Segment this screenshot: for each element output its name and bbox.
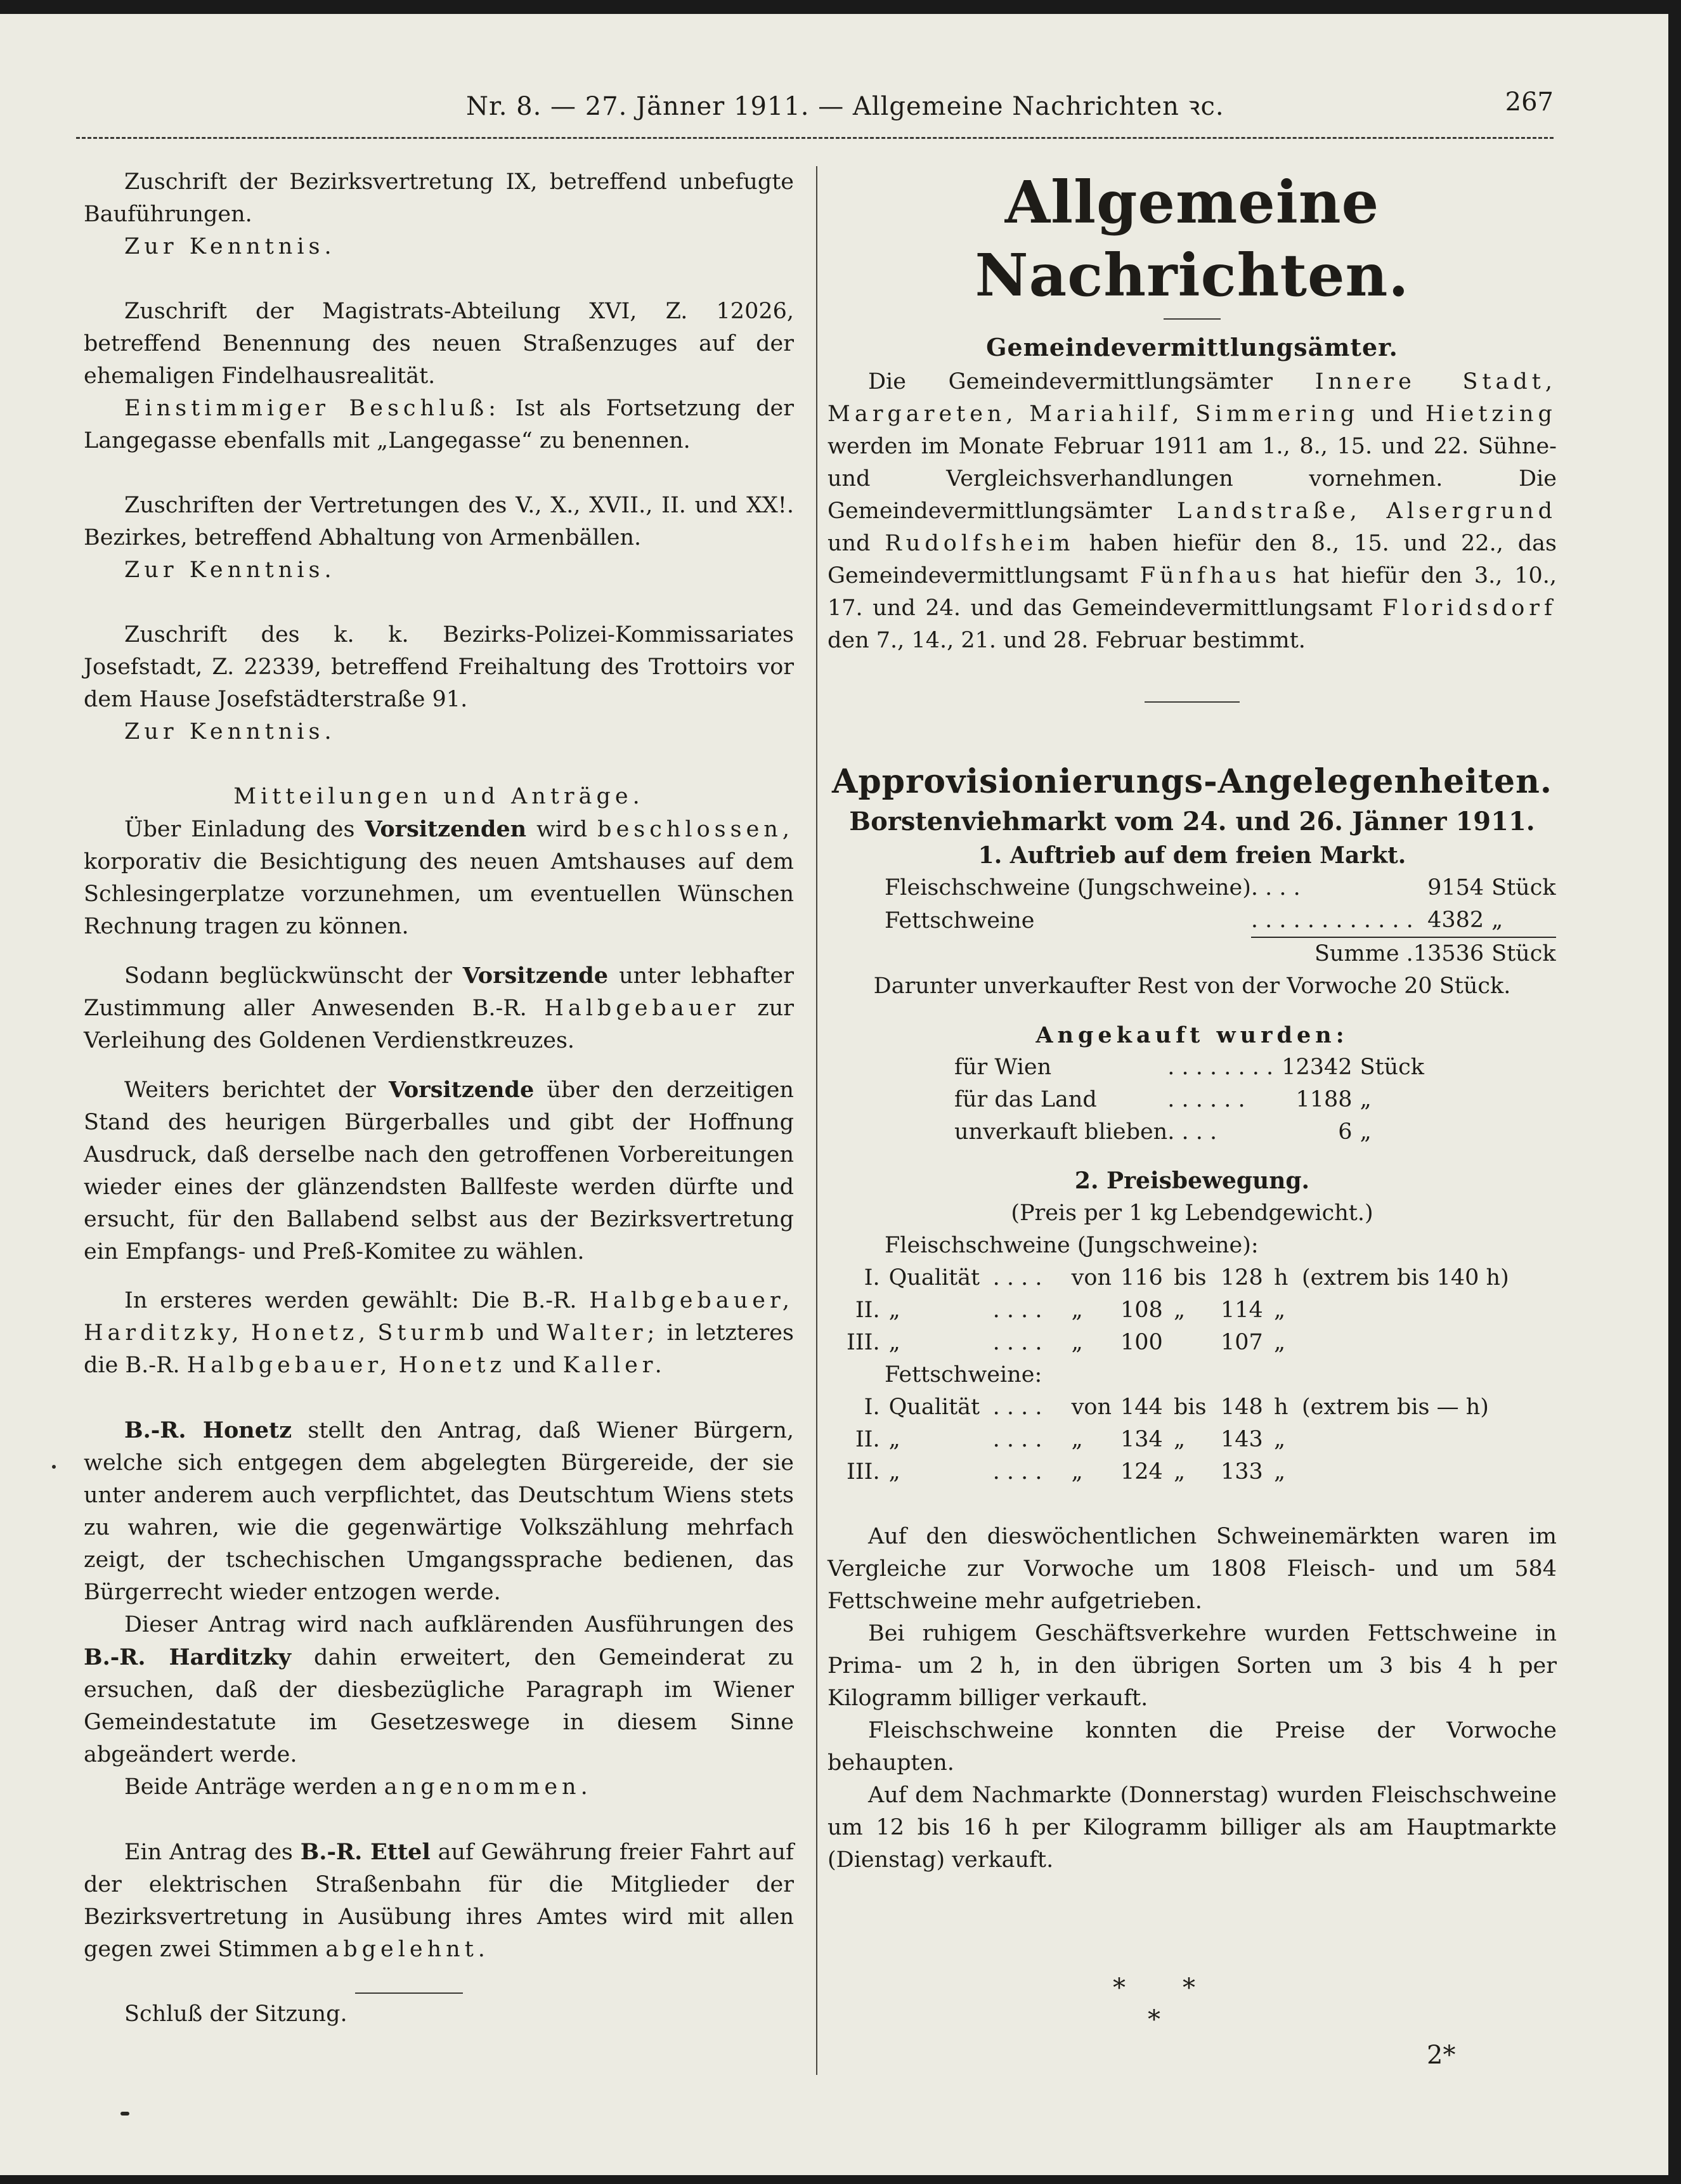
item-text: Zuschrift der Bezirksvertretung IX, betreffend unbefugte Bauführungen. [84,169,794,227]
section-heading: Mitteilungen und Anträge. [233,784,644,809]
scan-border-bottom [0,2175,1681,2184]
price-group-label: Fleischschweine (Jungschweine): [885,1233,1259,1258]
price-group-label: Fettschweine: [885,1362,1042,1388]
angekauft-table [954,1051,1424,1148]
table-row: I. Qualität . . . . von 144 bis 148 h (extrem bis — h) [864,1394,1489,1420]
right-column [828,166,1557,1876]
table-row: III. „ . . . . „ 124 „ 133 „ [847,1459,1286,1485]
signature-mark: 2* [1427,2041,1456,2070]
title-rule [1164,318,1221,320]
table-row: III. „ . . . . „ 100 107 „ [847,1330,1286,1355]
item-decision: Zur Kenntnis. [124,719,336,744]
price-table-fett [847,1391,1498,1488]
column-divider [816,166,817,2075]
item-text: Zuschrift der Magistrats-Abteilung XVI, Z. 12026, betreffend Benennung des neuen Straßenzuges auf der ehemaligen Findelhausrealität. [84,299,794,389]
table-row: Summe . 13536 Stück [885,937,1556,970]
asterism [828,1973,1557,2043]
asterisk: * [1148,2005,1160,2034]
price-table-fleisch [847,1262,1518,1359]
paragraph: Sodann beglückwünscht der Vorsitzende unter lebhafter Zustimmung aller Anwesenden B.-R. Halbgebauer zur Verleihung des Goldenen Verdienstkreuzes. [84,963,794,1053]
item-text: Zuschrift des k. k. Bezirks-Polizei-Kommissariates Josefstadt, Z. 22339, betreffend Freihaltung des Trottoirs vor dem Hause Josefstädterstraße 91. [84,622,794,712]
market-heading: Borstenviehmarkt vom 24. und 26. Jänner 1911. [849,807,1535,836]
paragraph: Über Einladung des Vorsitzenden wird beschlossen, korporativ die Besichtigung des neuen Amtshauses auf dem Schlesingerplatze vorzunehmen, um eventuellen Wünschen Rechnung tragen zu können. [84,816,794,939]
auftrieb-table [885,872,1556,970]
table-row: für das Land . . . . . . 1188 „ [954,1087,1372,1112]
paragraph: Weiters berichtet der Vorsitzende über den derzeitigen Stand des heurigen Bürgerballes und gibt der Hoffnung Ausdruck, daß derselbe nach den getroffenen Vorbereitungen wieder eines der glänzendsten Ballfeste werden dürfte und ersucht, für den Ballabend selbst aus der Bezirksvertretung ein Empfangs- und Preß-Komitee zu wählen. [84,1077,794,1264]
subsection-heading: 2. Preisbewegung. [1074,1167,1310,1194]
paragraph: Fleischschweine konnten die Preise der Vorwoche behaupten. [828,1718,1557,1776]
subheading: (Preis per 1 kg Lebendgewicht.) [1011,1200,1373,1226]
header-text: Nr. 8. — 27. Jänner 1911. — Allgemeine Nachrichten ꝛc. [466,92,1224,121]
asterisk: * [1113,1973,1126,2003]
item-text: Zuschriften der Vertretungen des V., X., XVII., II. und XX!. Bezirkes, betreffend Abhaltung von Armenbällen. [84,493,794,550]
rest-line: Darunter unverkaufter Rest von der Vorwoche 20 Stück. [873,973,1511,999]
paragraph: Die Gemeindevermittlungsämter Innere Stadt, Margareten, Mariahilf, Simmering und Hietzing werden im Monate Februar 1911 am 1., 8., 15. und 22. Sühne- und Vergleichsverhandlungen vornehmen. Die Gemeindevermittlungsämter Landstraße, Alsergrund und Rudolfsheim haben hiefür den 8., 15. und 22., das Gemeindevermittlungsamt Fünfhaus hat hiefür den 3., 10., 17. und 24. und das Gemeindevermittlungsamt Floridsdorf den 7., 14., 21. und 28. Februar bestimmt. [828,369,1557,653]
scan-border-right [1668,0,1681,2184]
left-column [84,166,794,2031]
table-row: für Wien . . . . . . . . 12342 Stück [954,1055,1424,1080]
subsection-heading: 1. Auftrieb auf dem freien Markt. [978,842,1406,869]
item-decision: Einstimmiger Beschluß: Ist als Fortsetzung der Langegasse ebenfalls mit „Langegasse“ zu benennen. [84,396,794,453]
table-row: Fettschweine . . . . . . . . . . . . 4382 „ [885,907,1503,933]
end-rule [355,1992,463,1994]
paragraph: Dieser Antrag wird nach aufklärenden Ausführungen des B.-R. Harditzky dahin erweitert, den Gemeinderat zu ersuchen, daß der diesbezügliche Paragraph im Wiener Gemeindestatute im Gesetzeswege in diesem Sinne abgeändert werde. [84,1612,794,1767]
table-row: II. „ . . . . „ 108 „ 114 „ [855,1297,1286,1323]
subsection-heading: Gemeindevermittlungsämter. [986,333,1398,361]
table-row: II. „ . . . . „ 134 „ 143 „ [855,1427,1286,1452]
item-decision: Zur Kenntnis. [124,234,336,259]
section-rule [1145,701,1240,703]
page-number: 267 [1505,88,1554,117]
paragraph: In ersteres werden gewählt: Die B.-R. Halbgebauer, Harditzky, Honetz, Sturmb und Walter; in letzteres die B.-R. Halbgebauer, Honetz und Kaller. [84,1288,794,1378]
asterisk: * [1183,1973,1195,2003]
paragraph: Ein Antrag des B.-R. Ettel auf Gewährung freier Fahrt auf der elektrischen Straßenbahn für die Mitglieder der Bezirksvertretung in Ausübung ihres Amtes wird mit allen gegen zwei Stimmen abgelehnt. [84,1839,794,1962]
paragraph: Bei ruhigem Geschäftsverkehre wurden Fettschweine in Prima- um 2 h, in den übrigen Sorten um 3 bis 4 h per Kilogramm billiger verkauft. [828,1621,1557,1711]
running-header [76,88,1554,132]
angekauft-heading: Angekauft wurden: [1035,1022,1349,1048]
ink-speck [120,2112,129,2116]
header-rule [76,137,1554,139]
section-title: Approvisionierungs-Angelegenheiten. [831,762,1553,801]
item-decision: Zur Kenntnis. [124,557,336,583]
paragraph: B.-R. Honetz stellt den Antrag, daß Wiener Bürgern, welche sich entgegen dem abgelegten Bürgereide, der sie unter anderem auch verpflichtet, das Deutschtum Wiens stets zu wahren, wie die gegenwärtige Volkszählung mehrfach zeigt, der tschechischen Umgangssprache bedienen, das Bürgerrecht wieder entzogen werde. [84,1417,794,1605]
table-row: Fleischschweine (Jungschweine) . . . . 9154 Stück [885,875,1556,900]
ink-speck [52,1465,56,1469]
scan-border-top [0,0,1681,14]
paragraph: Beide Anträge werden angenommen. [124,1774,592,1800]
paragraph: Auf den dieswöchentlichen Schweinemärkten waren im Vergleiche zur Vorwoche um 1808 Fleisch- und um 584 Fettschweine mehr aufgetrieben. [828,1524,1557,1614]
closing-line: Schluß der Sitzung. [124,2001,347,2027]
section-title: Allgemeine Nachrichten. [975,168,1410,309]
table-row: unverkauft blieben . . . . 6 „ [954,1119,1372,1145]
paragraph: Auf dem Nachmarkte (Donnerstag) wurden Fleischschweine um 12 bis 16 h per Kilogramm billiger als am Hauptmarkte (Dienstag) verkauft. [828,1783,1557,1873]
table-row: I. Qualität . . . . von 116 bis 128 h (extrem bis 140 h) [864,1265,1509,1290]
